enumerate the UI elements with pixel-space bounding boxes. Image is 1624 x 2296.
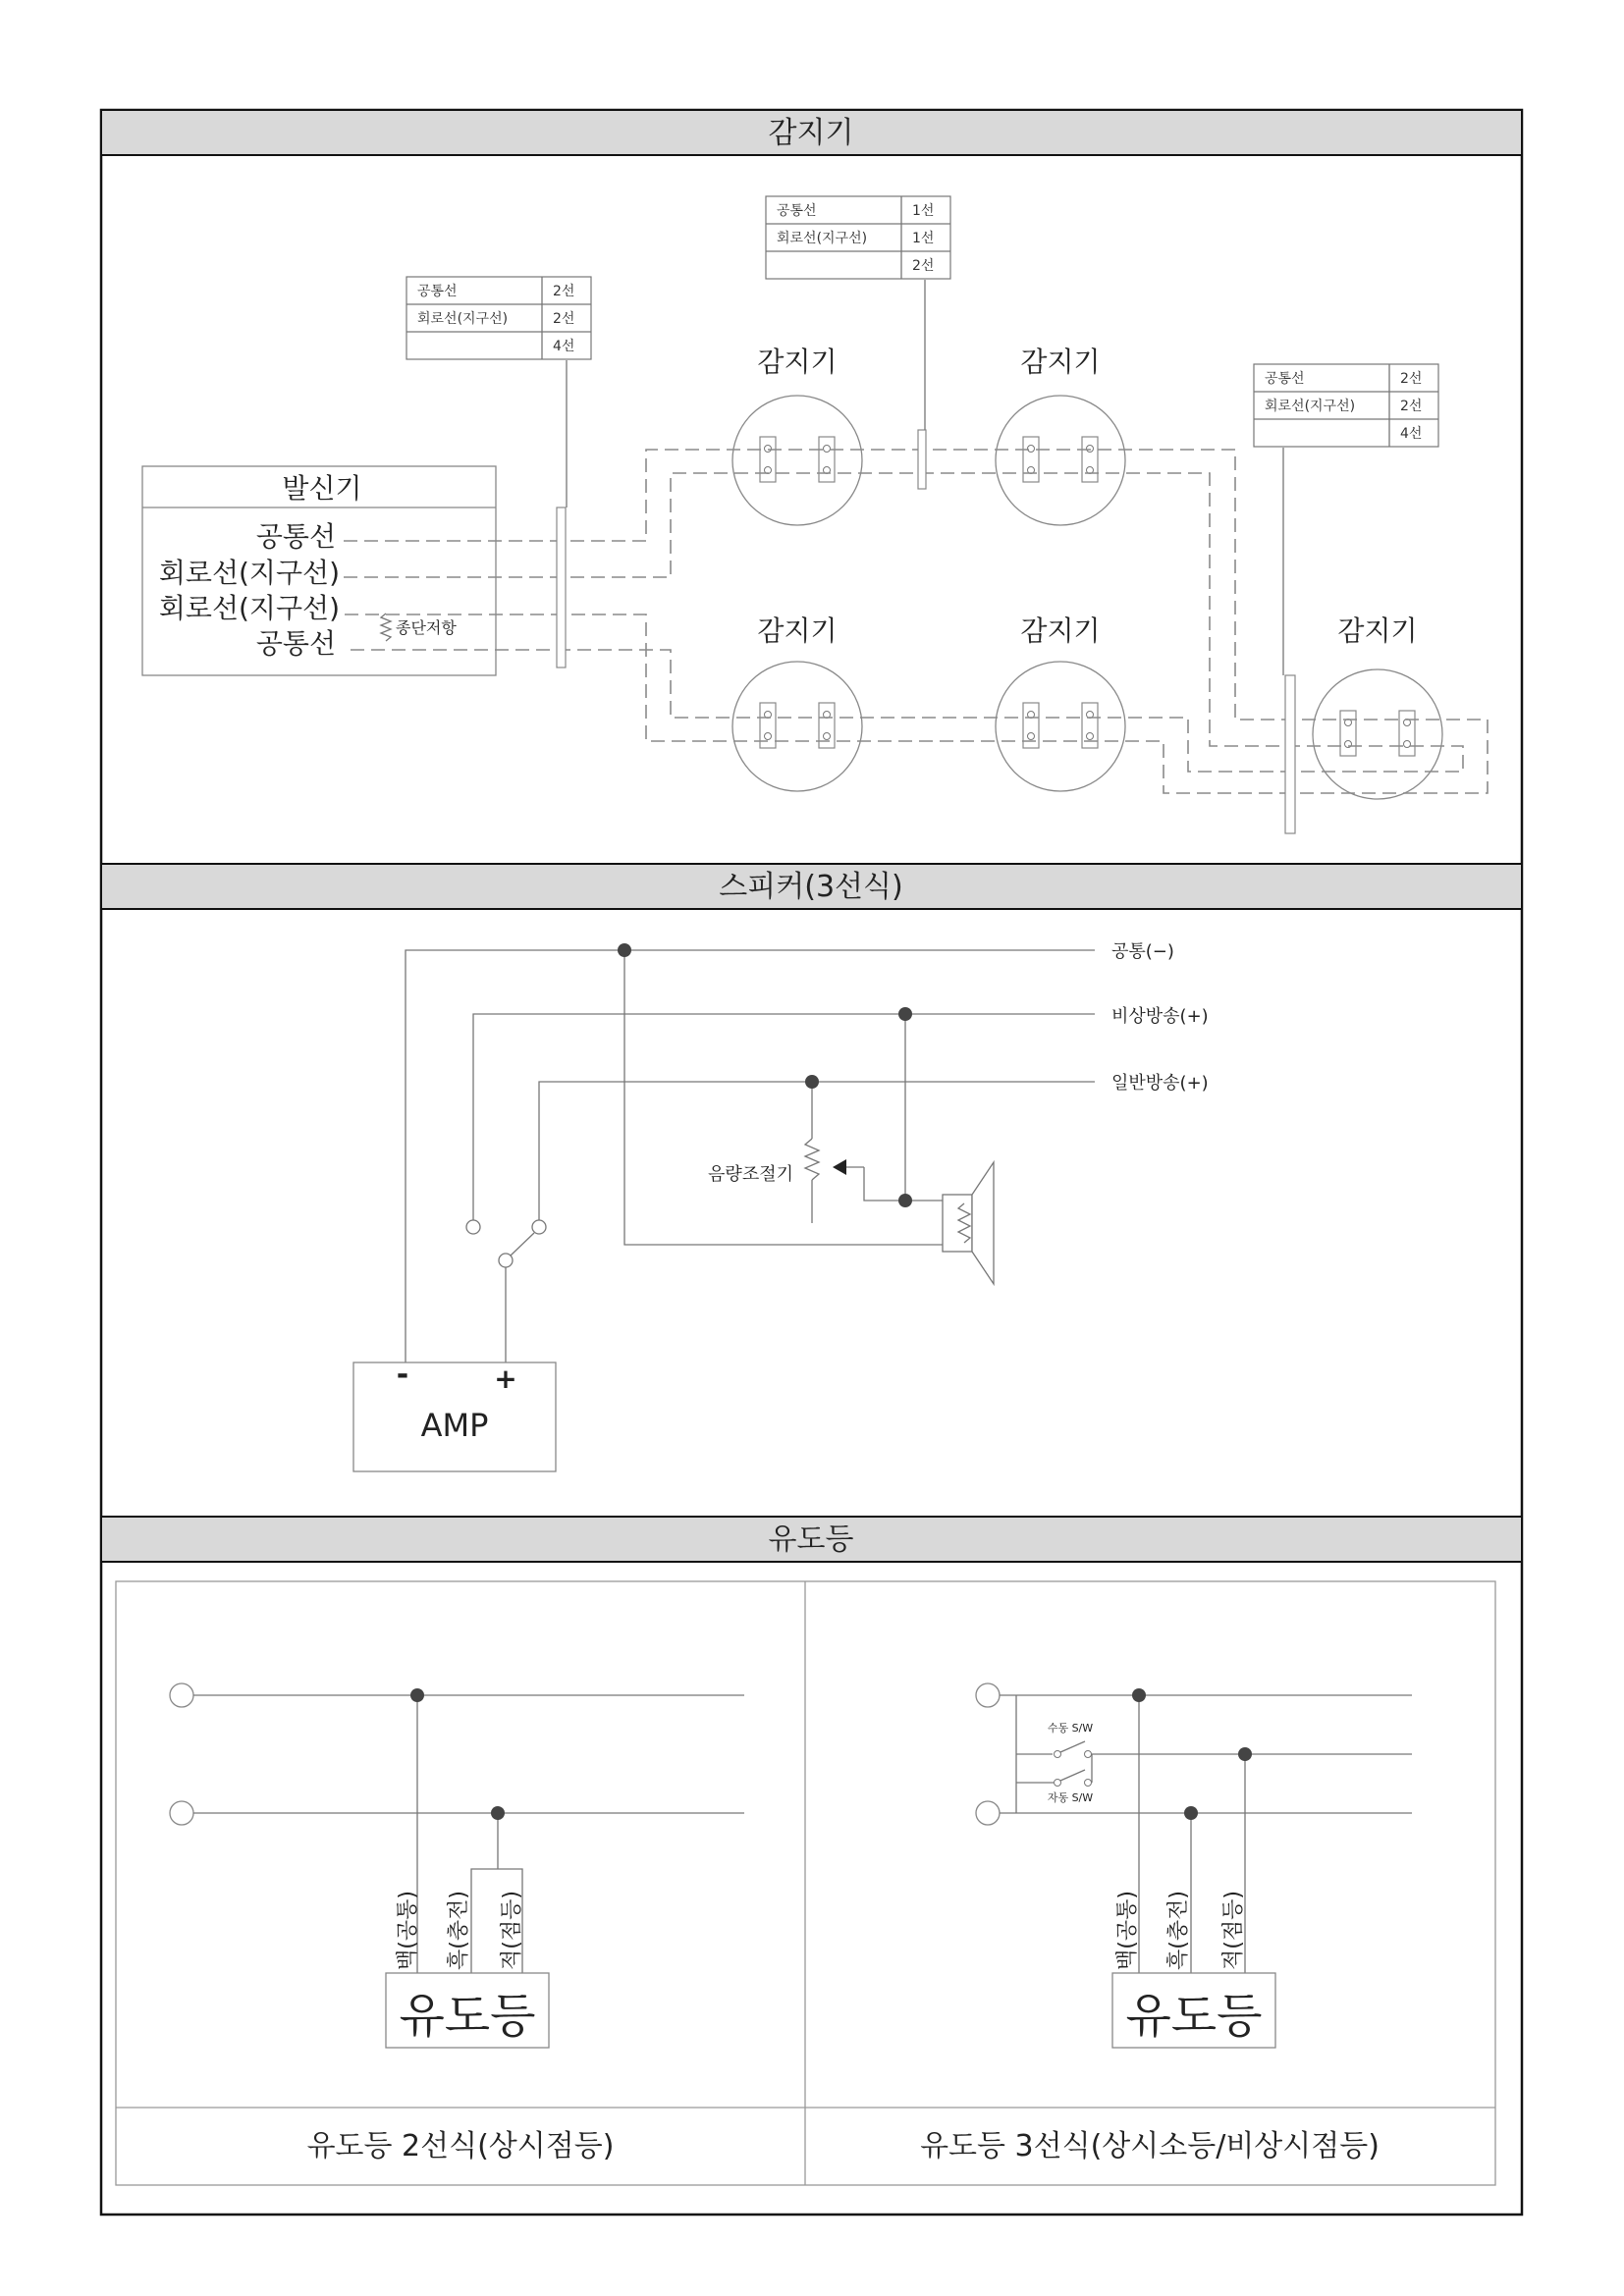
terminal-circuit-2: 회로선(지구선) bbox=[158, 592, 340, 624]
end-resistor-label: 종단저항 bbox=[396, 618, 457, 637]
common-line bbox=[406, 950, 1095, 1370]
table-right-r2-c2: 2선 bbox=[1400, 399, 1423, 414]
line-label-normal: 일반방송(+) bbox=[1111, 1073, 1209, 1094]
junction-dot bbox=[805, 1075, 819, 1089]
detector-top-2 bbox=[996, 396, 1125, 525]
speaker-symbol bbox=[943, 1162, 994, 1284]
line-label-common: 공통(−) bbox=[1111, 941, 1174, 962]
table-left-r2-c2: 2선 bbox=[553, 311, 575, 327]
table-mid-r1-c1: 공통선 bbox=[777, 203, 817, 219]
detector-label-bottom-1: 감지기 bbox=[757, 614, 838, 647]
guide-light-2wire bbox=[170, 1683, 744, 2163]
table-mid-r1-c2: 1선 bbox=[912, 203, 935, 219]
wire-count-table-right bbox=[1254, 364, 1438, 447]
wire-bundle-marker-left bbox=[557, 507, 566, 667]
wire-count-table-mid bbox=[766, 196, 950, 279]
amp-label: AMP bbox=[420, 1407, 489, 1444]
amp-box bbox=[353, 1358, 556, 1471]
wire-label-black: 흑(충전) bbox=[447, 1891, 471, 1970]
line-label-emergency: 비상방송(+) bbox=[1111, 1006, 1209, 1027]
amp-plus-label: + bbox=[494, 1362, 517, 1395]
detector-bottom-2 bbox=[996, 662, 1125, 791]
table-left-r1-c2: 2선 bbox=[553, 284, 575, 299]
transmitter-title: 발신기 bbox=[282, 472, 362, 505]
guide-light-section bbox=[101, 1517, 1522, 2185]
table-left-r1-c1: 공통선 bbox=[417, 284, 458, 299]
speaker-section bbox=[101, 864, 1522, 1471]
detector-label-top-1: 감지기 bbox=[757, 346, 838, 378]
junction-dot bbox=[898, 1194, 912, 1207]
wire-label-white: 백(공통) bbox=[396, 1891, 420, 1970]
wire-label-red: 적(점등) bbox=[500, 1891, 524, 1970]
wire-label-black: 흑(충전) bbox=[1166, 1891, 1191, 1970]
junction-dot bbox=[618, 943, 631, 957]
caption-3wire: 유도등 3선식(상시소등/비상시점등) bbox=[920, 2129, 1380, 2163]
detector-label-bottom-2: 감지기 bbox=[1020, 614, 1101, 647]
caption-2wire: 유도등 2선식(상시점등) bbox=[306, 2129, 615, 2163]
wire-label-white: 백(공통) bbox=[1115, 1891, 1140, 1970]
volume-arrow bbox=[833, 1159, 846, 1175]
volume-label: 음량조절기 bbox=[708, 1164, 793, 1185]
detector-bottom-1 bbox=[732, 662, 862, 791]
auto-switch-label: 자동 S/W bbox=[1047, 1791, 1094, 1804]
detector-section bbox=[101, 110, 1522, 833]
table-right-r1-c2: 2선 bbox=[1400, 371, 1423, 387]
guide-light-label-left: 유도등 bbox=[399, 1989, 536, 2044]
volume-resistor bbox=[805, 1139, 819, 1180]
terminal-circuit-1: 회로선(지구선) bbox=[158, 557, 340, 589]
table-left-r3-c2: 4선 bbox=[553, 339, 575, 354]
wire-count-table-left bbox=[406, 277, 591, 359]
table-left-r2-c1: 회로선(지구선) bbox=[417, 311, 509, 327]
emergency-line bbox=[473, 1014, 1095, 1220]
detector-label-top-2: 감지기 bbox=[1020, 346, 1101, 378]
detector-bottom-3 bbox=[1313, 669, 1442, 799]
table-right-r3-c2: 4선 bbox=[1400, 426, 1423, 442]
table-right-r1-c1: 공통선 bbox=[1265, 371, 1305, 387]
amp-minus-label: - bbox=[396, 1358, 409, 1392]
speaker-section-title: 스피커(3선식) bbox=[719, 870, 903, 904]
guide-light-section-title: 유도등 bbox=[768, 1522, 854, 1557]
wire-label-red: 적(점등) bbox=[1221, 1891, 1246, 1970]
detector-top-1 bbox=[732, 396, 862, 525]
table-mid-r2-c2: 1선 bbox=[912, 231, 935, 246]
detector-section-title: 감지기 bbox=[768, 116, 854, 150]
terminal-common-1: 공통선 bbox=[255, 520, 336, 553]
junction-dot bbox=[898, 1007, 912, 1021]
manual-switch-label: 수동 S/W bbox=[1047, 1722, 1094, 1735]
wire-bundle-marker-mid bbox=[918, 430, 926, 489]
terminal-common-2: 공통선 bbox=[255, 627, 336, 660]
table-mid-r2-c1: 회로선(지구선) bbox=[777, 231, 868, 246]
detector-label-bottom-3: 감지기 bbox=[1337, 614, 1418, 647]
table-mid-r3-c2: 2선 bbox=[912, 258, 935, 274]
guide-light-label-right: 유도등 bbox=[1125, 1989, 1263, 2044]
wire-bundle-marker-right bbox=[1285, 675, 1295, 833]
table-right-r2-c1: 회로선(지구선) bbox=[1265, 399, 1356, 414]
selector-switch bbox=[466, 1220, 546, 1364]
transmitter-box bbox=[142, 466, 496, 675]
guide-light-3wire bbox=[920, 1683, 1412, 2163]
